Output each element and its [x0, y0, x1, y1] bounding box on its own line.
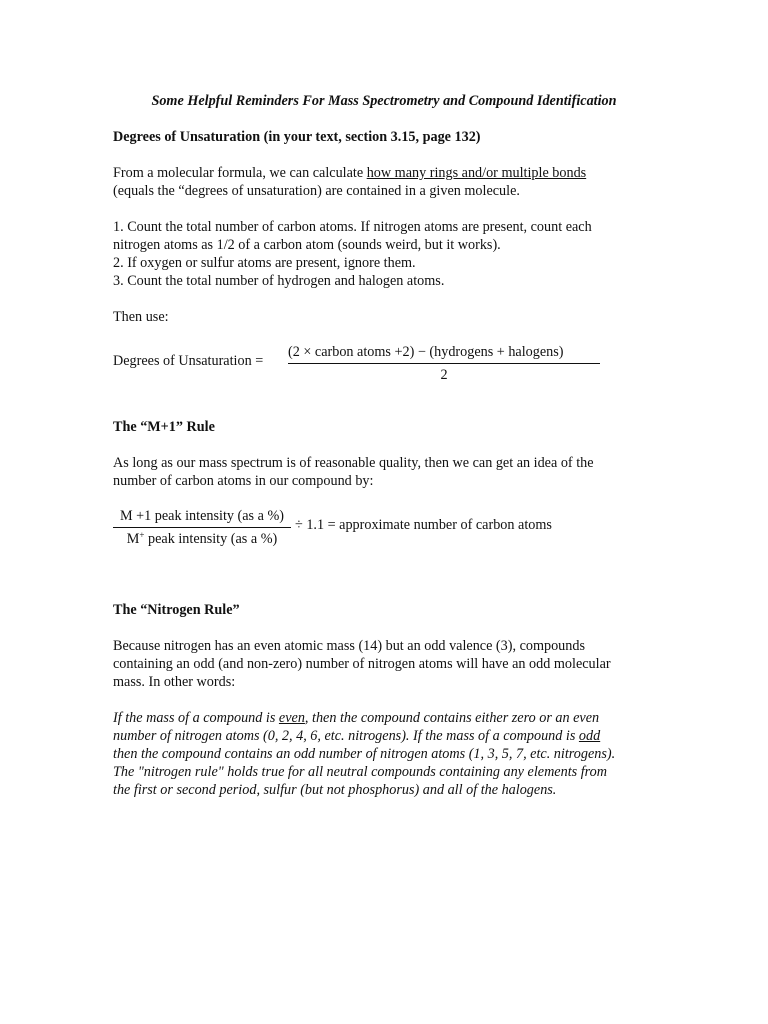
m1-den-base: M: [126, 531, 140, 547]
m1-formula-numerator: M +1 peak intensity (as a %): [113, 507, 291, 528]
m1-formula-rest: ÷ 1.1 = approximate number of carbon atoms: [295, 517, 552, 533]
dou-then-use: Then use:: [113, 309, 169, 325]
nitrogen-body-line: Because nitrogen has an even atomic mass (14) but an odd valence (3), compounds: [113, 638, 585, 654]
dou-step-line: 3. Count the total number of hydrogen and halogen atoms.: [113, 273, 445, 289]
m1-formula-fraction: [113, 507, 291, 548]
m1-formula-denominator: [113, 528, 291, 548]
dou-step-line: nitrogen atoms as 1/2 of a carbon atom (sounds weird, but it works).: [113, 237, 501, 253]
m1-den-sup: +: [139, 530, 145, 540]
dou-intro-underlined: how many rings and/or multiple bonds: [366, 165, 587, 181]
dou-intro: [113, 164, 653, 200]
m1-body-line: As long as our mass spectrum is of reasonable quality, then we can get an idea of the: [113, 455, 594, 471]
nitrogen-rule-line: [113, 709, 653, 727]
dou-step-line: 2. If oxygen or sulfur atoms are present, ignore them.: [113, 255, 416, 271]
m1-body-line: number of carbon atoms in our compound by:: [113, 473, 374, 489]
m1-den-rest: peak intensity (as a %): [144, 531, 278, 547]
rule-even-underlined: even: [278, 710, 305, 726]
dou-formula-numerator: (2 × carbon atoms +2) − (hydrogens + halogens): [288, 343, 600, 364]
dou-steps: [113, 218, 653, 290]
nitrogen-body: [113, 637, 653, 691]
nitrogen-rule-line: the first or second period, sulfur (but not phosphorus) and all of the halogens.: [113, 782, 557, 798]
nitrogen-body-line: mass. In other words:: [113, 674, 236, 690]
m1-body: [113, 454, 653, 490]
dou-intro-line2: (equals the “degrees of unsaturation) are contained in a given molecule.: [113, 183, 520, 199]
nitrogen-body-line: containing an odd (and non-zero) number of nitrogen atoms will have an odd molecular: [113, 656, 611, 672]
rule-text: If the mass of a compound is: [113, 710, 279, 726]
nitrogen-heading: The “Nitrogen Rule”: [113, 602, 240, 618]
nitrogen-rule-statement: [113, 709, 653, 799]
m1-heading: The “M+1” Rule: [113, 419, 215, 435]
nitrogen-rule-line: The "nitrogen rule" holds true for all neutral compounds containing any elements from: [113, 764, 607, 780]
dou-heading: Degrees of Unsaturation (in your text, section 3.15, page 132): [113, 129, 481, 145]
dou-step-line: 1. Count the total number of carbon atoms. If nitrogen atoms are present, count each: [113, 219, 592, 235]
dou-formula-fraction: [288, 343, 600, 384]
nitrogen-rule-line: [113, 727, 653, 745]
rule-odd-underlined: odd: [578, 728, 601, 744]
nitrogen-rule-line: then the compound contains an odd number of nitrogen atoms (1, 3, 5, 7, etc. nitrogens).: [113, 746, 616, 762]
dou-formula-denominator: 2: [440, 367, 448, 383]
rule-text: , then the compound contains either zero or an even: [304, 710, 600, 726]
page-title: Some Helpful Reminders For Mass Spectrometry and Compound Identification: [151, 93, 617, 109]
rule-text: number of nitrogen atoms (0, 2, 4, 6, etc. nitrogens). If the mass of a compound is: [113, 728, 579, 744]
dou-formula-label: Degrees of Unsaturation =: [113, 353, 264, 369]
dou-intro-prefix: From a molecular formula, we can calculate: [113, 165, 367, 181]
dou-intro-line1: [113, 164, 653, 182]
